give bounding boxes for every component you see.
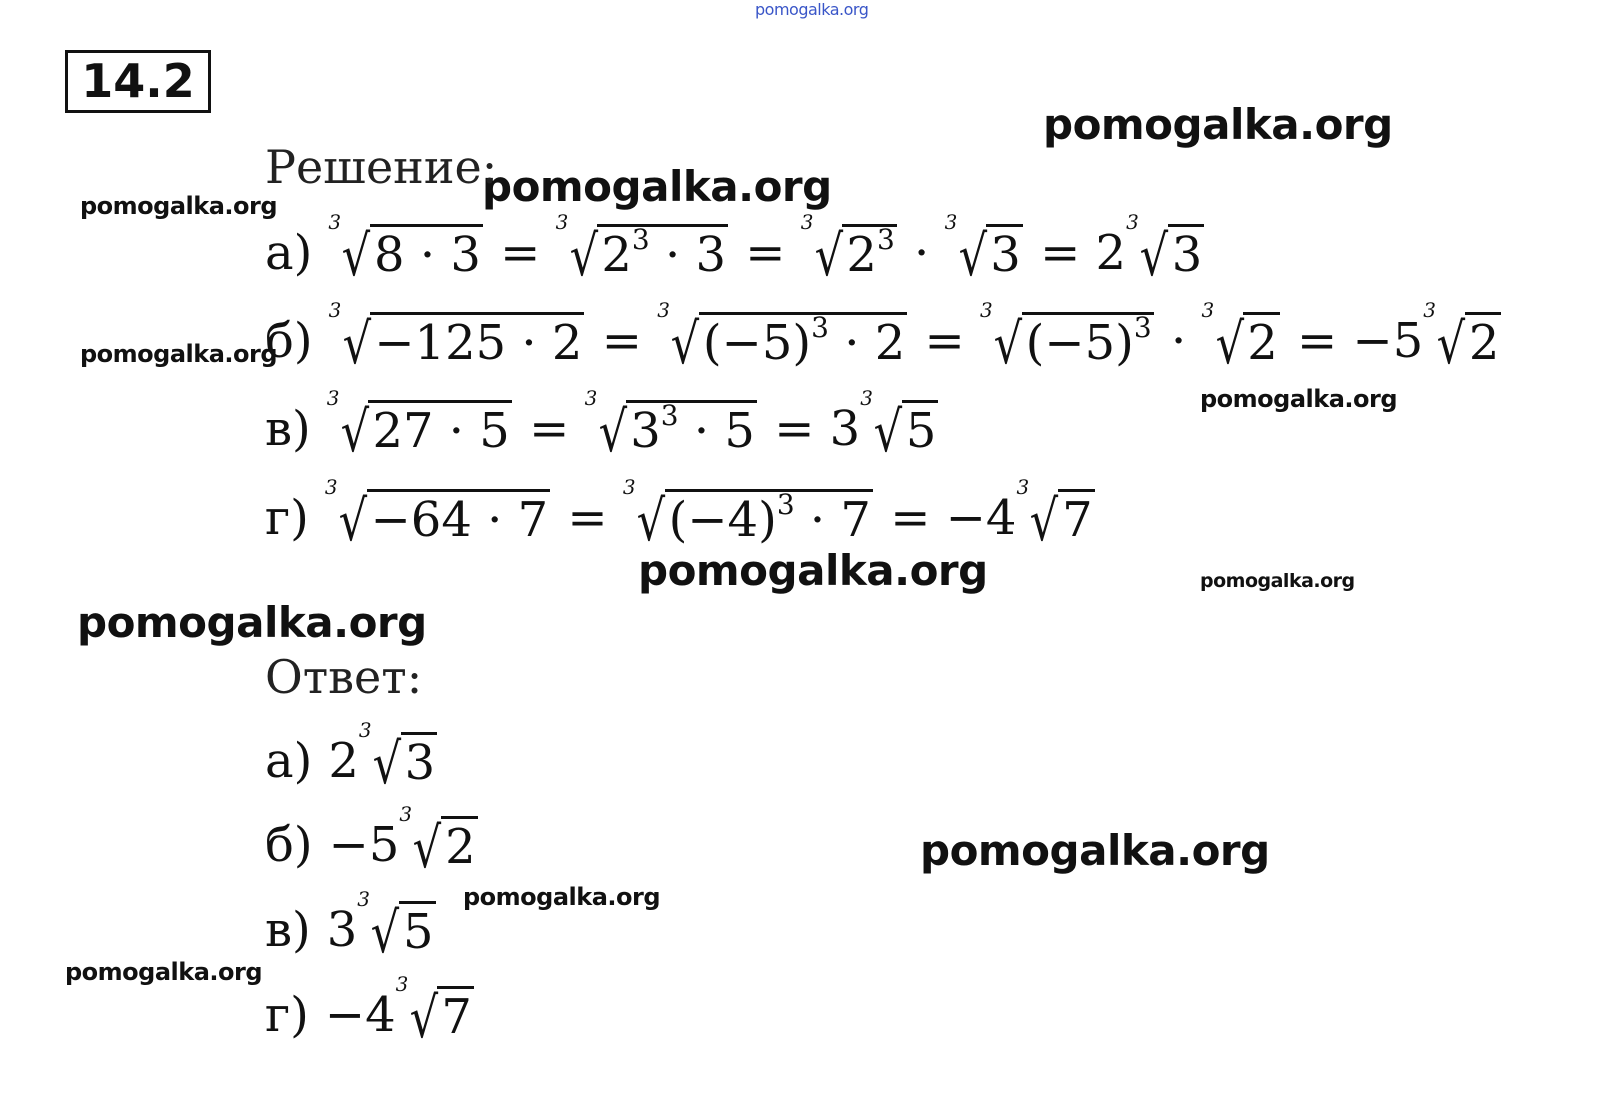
watermark: pomogalka.org — [80, 192, 278, 220]
exponent: 3 — [631, 222, 650, 256]
root-index: 3 — [555, 209, 569, 234]
watermark: pomogalka.org — [80, 340, 278, 368]
cube-root — [399, 801, 477, 881]
radical-sign-icon: √ — [1139, 223, 1169, 289]
root-index: 3 — [584, 385, 598, 410]
radicand: −64 · 7 — [367, 489, 551, 548]
cube-root — [1016, 474, 1094, 554]
math-text: · — [898, 225, 945, 281]
item-label: а) — [265, 733, 313, 789]
math-text: = −4 — [874, 490, 1017, 546]
radicand: 3 — [986, 224, 1023, 283]
exponent: 3 — [660, 398, 679, 432]
radicand: 3 — [1168, 224, 1205, 283]
radical-sign-icon: √ — [873, 399, 903, 465]
exponent: 3 — [1133, 310, 1152, 344]
radicand: 5 — [399, 901, 436, 960]
radicand: 3 — [401, 732, 438, 791]
math-text: = — [586, 313, 658, 369]
cube-root — [1201, 297, 1280, 377]
cube-root — [358, 717, 437, 797]
math-text: = — [484, 225, 556, 281]
root-index: 3 — [860, 385, 873, 410]
cube-root — [1126, 209, 1204, 289]
radical-sign-icon: √ — [1030, 488, 1059, 554]
problem-number: 14.2 — [65, 50, 211, 113]
watermark: pomogalka.org — [65, 958, 263, 986]
radicand: $(-5)^3 \cdot 2$ — [699, 312, 907, 371]
solution-line-v — [265, 385, 940, 465]
cube-root — [944, 209, 1023, 289]
radical-sign-icon: √ — [370, 900, 400, 966]
cube-root — [555, 209, 728, 289]
math-text: −5 — [328, 817, 400, 873]
item-label: б) — [265, 313, 313, 369]
radical-sign-icon: √ — [342, 311, 371, 377]
radicand: $(-5)^3$ — [1022, 312, 1154, 371]
radicand: 2 — [441, 816, 478, 875]
exponent: 3 — [811, 310, 829, 344]
radical-sign-icon: √ — [1215, 311, 1244, 377]
item-label: в) — [265, 902, 311, 958]
math-text: = 3 — [758, 401, 861, 457]
cube-root — [860, 385, 938, 465]
answer-line-a — [265, 717, 439, 797]
root-index: 3 — [657, 297, 670, 322]
root-index: 3 — [1126, 209, 1139, 234]
radical-sign-icon: √ — [340, 399, 369, 465]
root-index: 3 — [1423, 297, 1436, 322]
cube-root — [657, 297, 907, 377]
math-text: = — [513, 401, 585, 457]
item-label: б) — [265, 817, 313, 873]
radical-sign-icon: √ — [993, 311, 1023, 377]
cube-root — [584, 385, 757, 465]
radicand: 27 · 5 — [368, 400, 511, 459]
watermark: pomogalka.org — [1200, 570, 1355, 592]
radical-sign-icon: √ — [372, 731, 402, 797]
item-label: г) — [265, 987, 309, 1043]
radical-sign-icon: √ — [670, 311, 700, 377]
solution-line-g — [265, 474, 1097, 554]
root-index: 3 — [979, 297, 993, 322]
watermark: pomogalka.org — [482, 162, 832, 211]
math-text: 2 — [328, 733, 359, 789]
cube-root — [979, 297, 1154, 377]
cube-root — [328, 209, 483, 289]
radicand: $2^3$ — [842, 224, 896, 283]
math-text: = — [552, 490, 623, 546]
radicand: $(-4)^3 \cdot 7$ — [665, 489, 873, 548]
radicand: $2^3 \cdot 3$ — [597, 224, 728, 283]
math-text: · — [1155, 313, 1202, 369]
watermark: pomogalka.org — [638, 546, 988, 595]
math-text: = −5 — [1281, 313, 1424, 369]
math-text: 3 — [326, 902, 358, 958]
cube-root — [395, 971, 474, 1051]
math-text: = 2 — [1024, 225, 1127, 281]
radicand: −125 · 2 — [370, 312, 584, 371]
cube-root — [1423, 297, 1501, 377]
exponent: 3 — [776, 487, 795, 521]
cube-root — [326, 385, 512, 465]
radical-sign-icon: √ — [1436, 311, 1466, 377]
answer-line-g — [265, 971, 476, 1051]
cube-root — [357, 886, 435, 966]
root-index: 3 — [357, 886, 371, 911]
radicand: 7 — [1058, 489, 1095, 548]
radical-sign-icon: √ — [341, 223, 371, 289]
radical-sign-icon: √ — [598, 399, 627, 465]
math-text: = — [909, 313, 980, 369]
watermark: pomogalka.org — [1043, 100, 1393, 149]
root-index: 3 — [800, 209, 814, 234]
cube-root — [800, 209, 897, 289]
radicand: 8 · 3 — [370, 224, 483, 283]
root-index: 3 — [395, 971, 409, 996]
radical-sign-icon: √ — [412, 815, 442, 881]
root-index: 3 — [328, 209, 342, 234]
radical-sign-icon: √ — [569, 223, 598, 289]
root-index: 3 — [622, 474, 636, 499]
watermark: pomogalka.org — [1200, 385, 1398, 413]
radicand: 5 — [902, 400, 939, 459]
radicand: 2 — [1465, 312, 1502, 371]
root-index: 3 — [944, 209, 958, 234]
root-index: 3 — [1016, 474, 1030, 499]
radicand: $3^3 \cdot 5$ — [626, 400, 757, 459]
watermark-top: pomogalka.org — [755, 0, 869, 19]
item-label: в) — [265, 401, 311, 457]
solution-line-a — [265, 209, 1206, 289]
cube-root — [328, 297, 585, 377]
radical-sign-icon: √ — [409, 985, 438, 1051]
solution-heading: Решение: — [265, 140, 498, 194]
watermark: pomogalka.org — [463, 883, 661, 911]
root-index: 3 — [1201, 297, 1215, 322]
watermark: pomogalka.org — [77, 598, 427, 647]
radical-sign-icon: √ — [338, 488, 367, 554]
math-text: −4 — [324, 987, 396, 1043]
item-label: г) — [265, 490, 309, 546]
root-index: 3 — [328, 297, 342, 322]
root-index: 3 — [399, 801, 413, 826]
radicand: 2 — [1243, 312, 1280, 371]
radicand: 7 — [437, 986, 474, 1045]
root-index: 3 — [324, 474, 338, 499]
radical-sign-icon: √ — [814, 223, 843, 289]
answer-heading: Ответ: — [265, 650, 423, 704]
root-index: 3 — [326, 385, 340, 410]
answer-line-v — [265, 886, 438, 966]
root-index: 3 — [358, 717, 372, 742]
answer-line-b — [265, 801, 480, 881]
exponent: 3 — [876, 222, 895, 256]
cube-root — [622, 474, 873, 554]
radical-sign-icon: √ — [636, 488, 666, 554]
math-text: = — [730, 225, 801, 281]
radical-sign-icon: √ — [958, 223, 987, 289]
cube-root — [324, 474, 550, 554]
solution-line-b — [265, 297, 1503, 377]
watermark: pomogalka.org — [920, 826, 1270, 875]
item-label: а) — [265, 225, 313, 281]
